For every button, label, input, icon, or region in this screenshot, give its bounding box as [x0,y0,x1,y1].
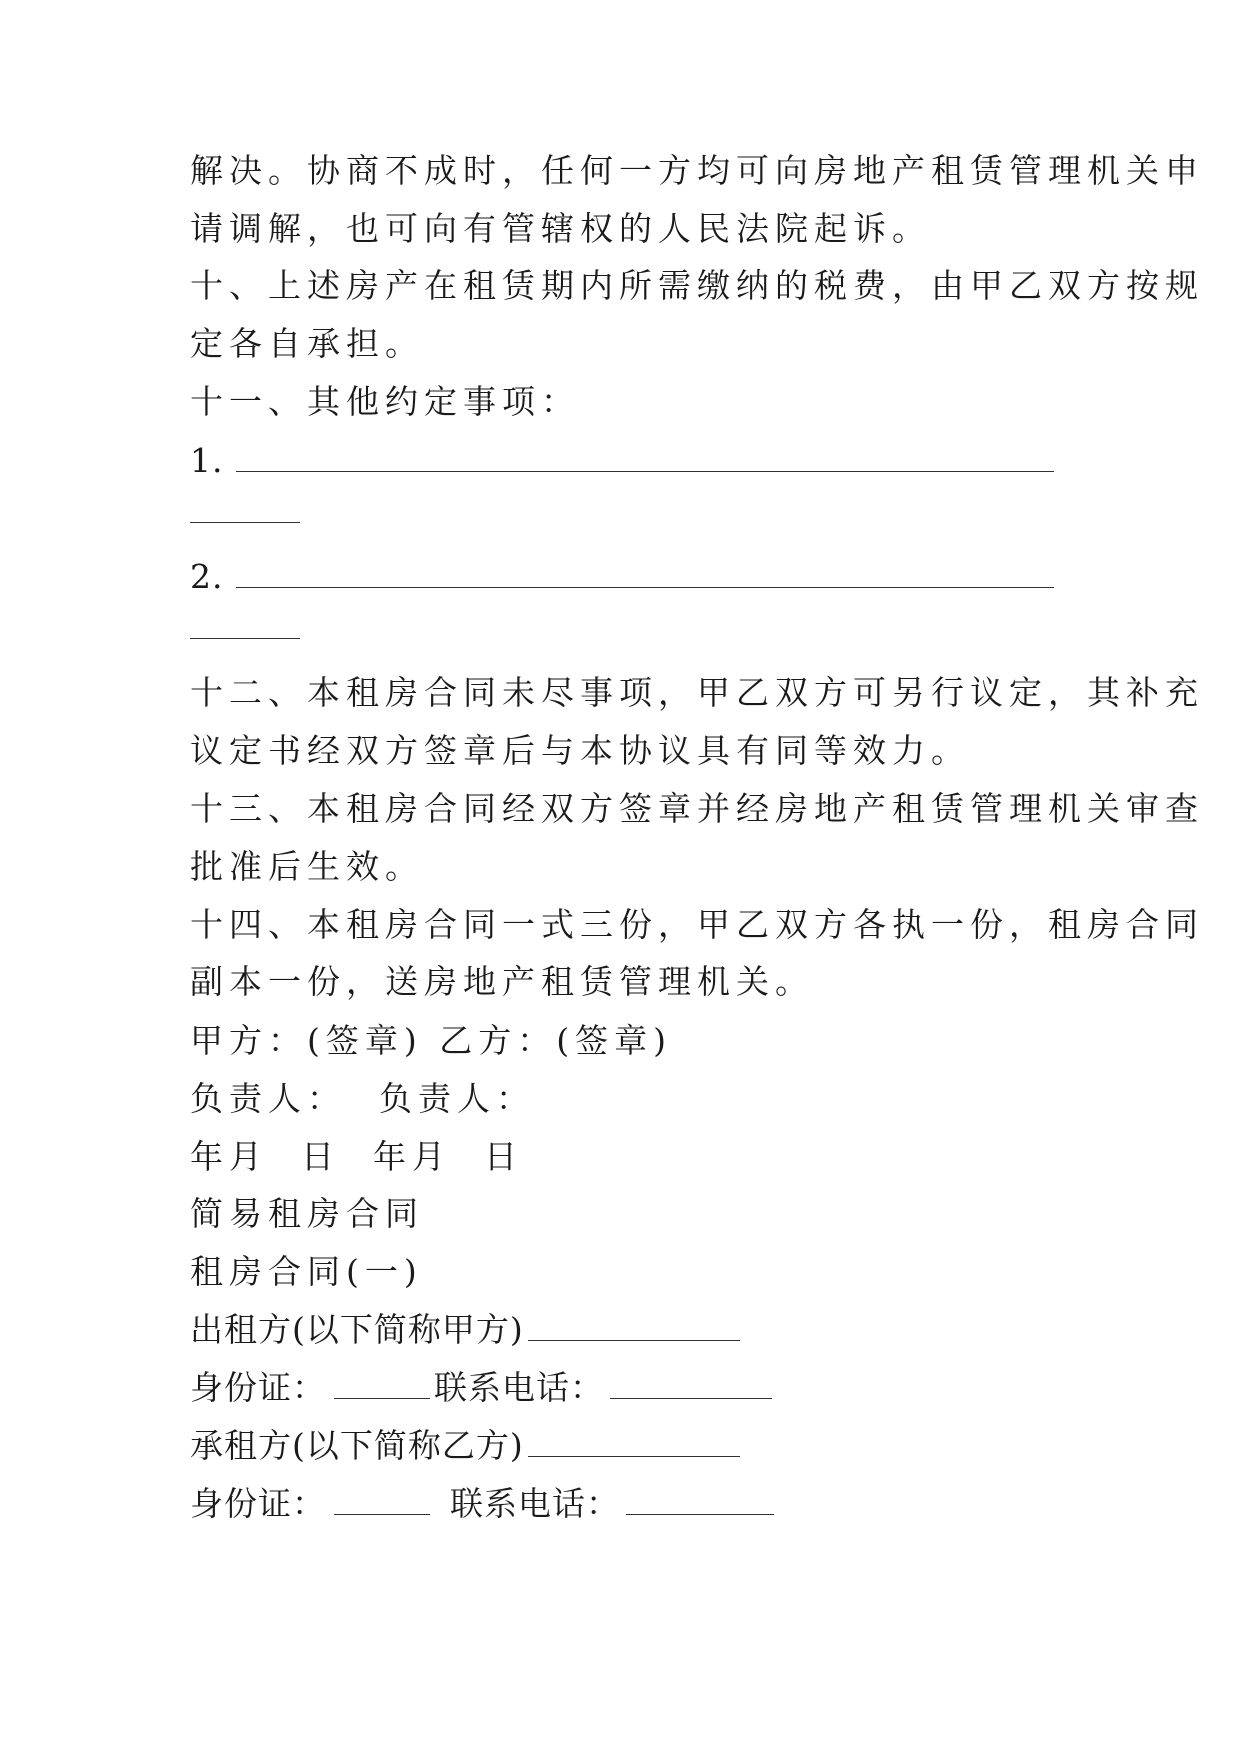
clause-fourteen-line: 十四、本租房合同一式三份，甲乙双方各执一份，租房合同 [190,905,1204,944]
paragraph-line: 议定书经双方签章后与本协议具有同等效力。 [190,731,970,770]
fill-in-blank-continuation[interactable] [190,638,300,639]
clause-thirteen-line: 十三、本租房合同经双方签章并经房地产租赁管理机关审查 [190,789,1204,828]
phone-label: 联系电话： [434,1368,604,1407]
signature-line: 甲方：(签章) 乙方：(签章) [190,1021,672,1060]
clause-eleven-heading: 十一、其他约定事项： [190,382,580,421]
id-card-label: 身份证： [190,1368,326,1407]
contract-title: 租房合同(一) [190,1252,423,1291]
fill-in-blank-continuation[interactable] [190,522,300,523]
fill-in-blank[interactable] [236,445,1054,472]
section-title: 简易租房合同 [190,1194,424,1233]
id-card-blank[interactable] [334,1488,430,1515]
responsible-person-line: 负责人： 负责人： [190,1079,535,1118]
paragraph-line: 批准后生效。 [190,847,424,886]
lessor-line [190,1310,740,1350]
phone-label: 联系电话： [450,1484,620,1523]
lessee-id-phone-line [190,1484,774,1524]
paragraph-line: 副本一份，送房地产租赁管理机关。 [190,962,814,1001]
clause-twelve-line: 十二、本租房合同未尽事项，甲乙双方可另行议定，其补充 [190,673,1204,712]
clause-ten-line: 十、上述房产在租赁期内所需缴纳的税费，由甲乙双方按规 [190,266,1204,305]
lessee-line [190,1426,740,1466]
item-number: 1. [190,441,224,480]
lessor-label: 出租方(以下简称甲方) [190,1310,524,1349]
id-card-label: 身份证： [190,1484,326,1523]
date-line: 年月 日 年月 日 [190,1137,523,1176]
phone-blank[interactable] [610,1372,772,1399]
lessee-label: 承租方(以下简称乙方) [190,1426,524,1465]
id-card-blank[interactable] [334,1372,430,1399]
lessor-name-blank[interactable] [528,1314,740,1341]
item-number: 2. [190,557,224,596]
phone-blank[interactable] [626,1488,774,1515]
other-item-1 [190,441,1054,481]
lessor-id-phone-line [190,1368,772,1408]
paragraph-line: 定各自承担。 [190,324,424,363]
lessee-name-blank[interactable] [528,1430,740,1457]
fill-in-blank[interactable] [236,561,1054,588]
paragraph-line: 请调解，也可向有管辖权的人民法院起诉。 [190,209,931,248]
paragraph-line: 解决。协商不成时，任何一方均可向房地产租赁管理机关申 [190,151,1204,190]
other-item-2 [190,557,1054,597]
